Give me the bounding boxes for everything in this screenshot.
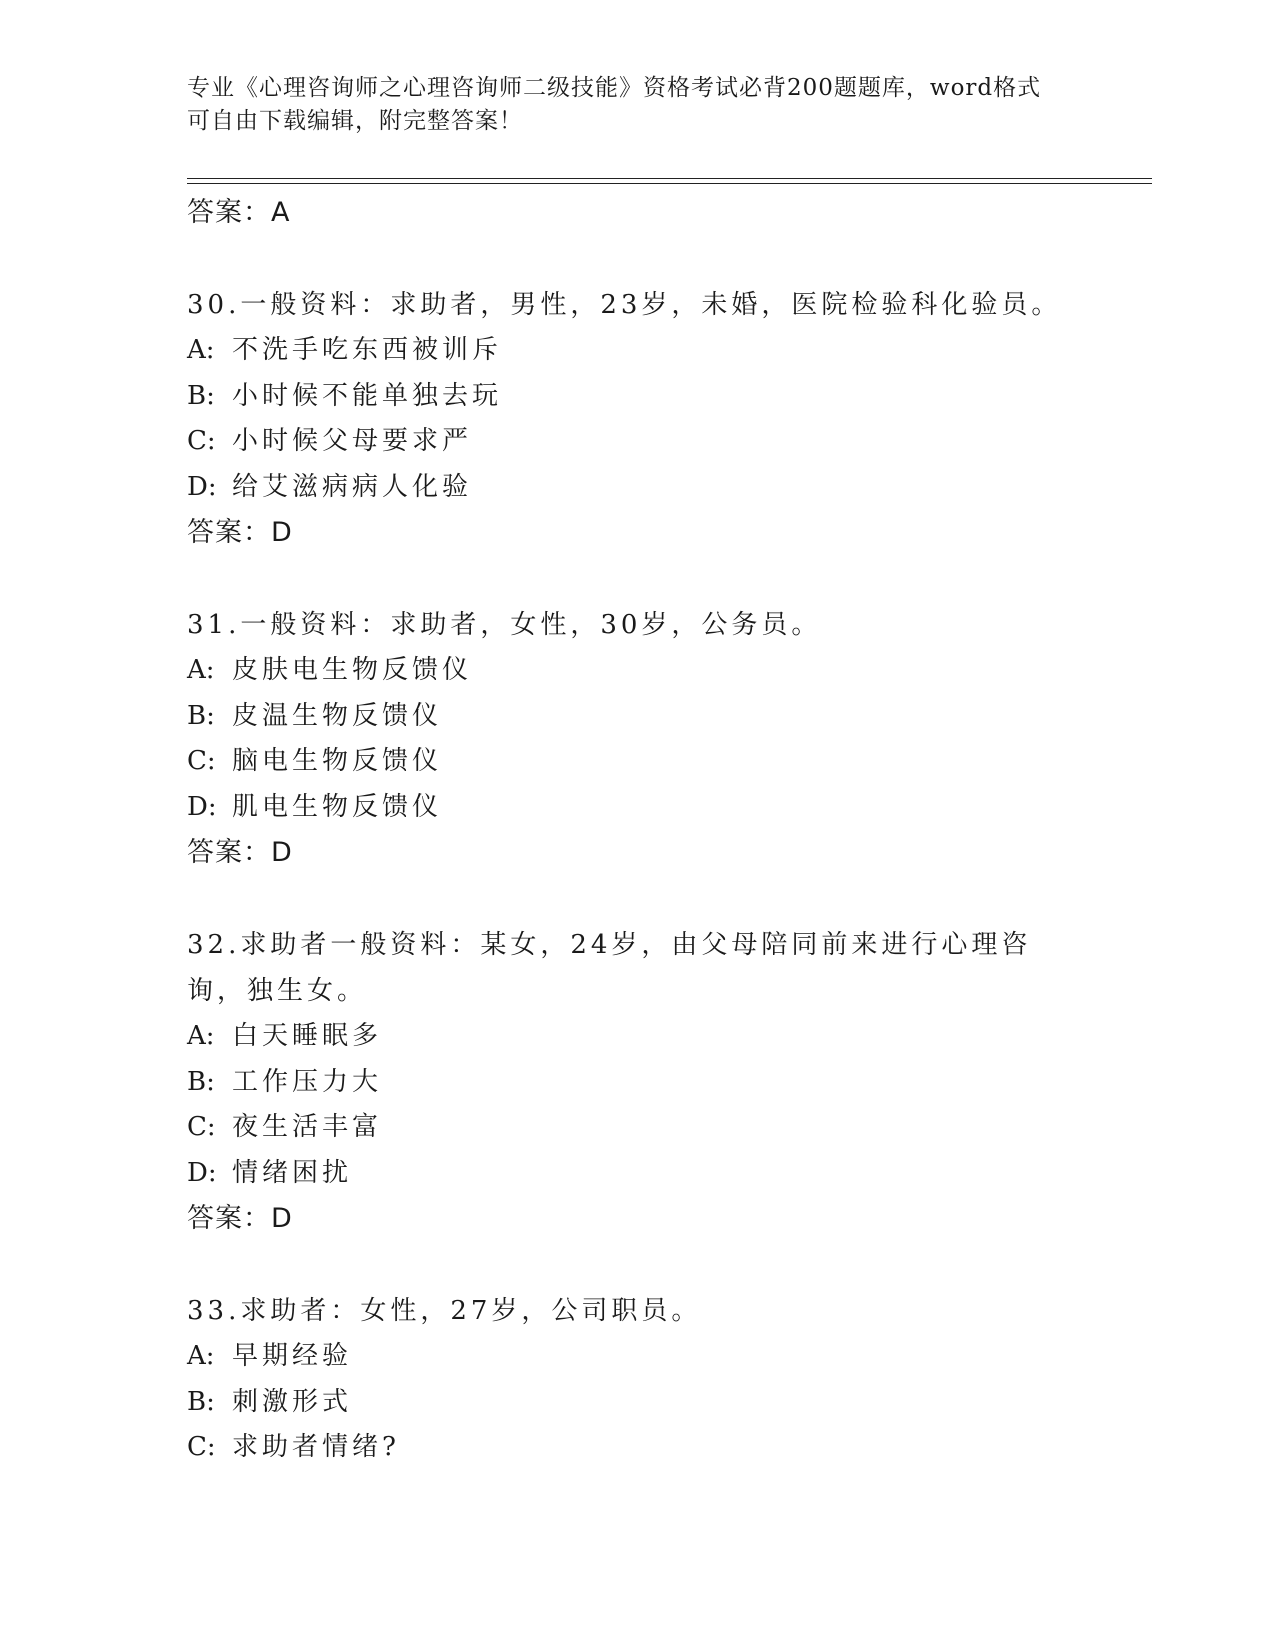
question-item — [187, 282, 1087, 556]
option-key: C: — [187, 426, 216, 456]
question-stem: 33.求助者：女性，27岁，公司职员。 — [187, 1296, 702, 1326]
option-key: A: — [187, 1021, 215, 1051]
option-key: C: — [187, 1112, 216, 1142]
option-c — [187, 419, 1087, 465]
answer-line: 答案：A — [187, 197, 291, 228]
option-d — [187, 785, 1087, 831]
document-header — [187, 72, 1087, 138]
option-text: 求助者情绪? — [232, 1432, 400, 1462]
option-text: 脑电生物反馈仪 — [232, 746, 443, 776]
option-key: D: — [187, 471, 217, 502]
option-a — [187, 328, 1087, 374]
option-text: 肌电生物反馈仪 — [232, 791, 443, 822]
option-key: D: — [187, 1157, 217, 1188]
option-key: A: — [187, 1341, 215, 1371]
option-text: 早期经验 — [232, 1341, 353, 1371]
answer-line: 答案：D — [187, 1203, 293, 1234]
option-b — [187, 1380, 1087, 1426]
option-b — [187, 374, 1087, 420]
header-line-2: 可自由下载编辑，附完整答案！ — [187, 108, 523, 134]
question-item — [187, 922, 1087, 1242]
option-text: 皮肤电生物反馈仪 — [232, 655, 473, 685]
option-key: A: — [187, 655, 215, 685]
option-key: B: — [187, 380, 215, 411]
question-item — [187, 1288, 1087, 1471]
option-a — [187, 1334, 1087, 1380]
option-key: D: — [187, 791, 217, 822]
header-line-1: 专业《心理咨询师之心理咨询师二级技能》资格考试必背200题题库，word格式 — [187, 75, 1042, 101]
option-d — [187, 465, 1087, 511]
question-stem: 30.一般资料：求助者，男性，23岁，未婚，医院检验科化验员。 — [187, 290, 1062, 320]
header-divider-top — [187, 178, 1152, 179]
option-c — [187, 1105, 1087, 1151]
option-text: 刺激形式 — [232, 1386, 353, 1417]
answer-line: 答案：D — [187, 517, 293, 548]
option-text: 不洗手吃东西被训斥 — [232, 335, 503, 365]
question-list — [187, 190, 1087, 1471]
option-text: 夜生活丰富 — [232, 1112, 383, 1142]
option-d — [187, 1151, 1087, 1197]
option-a — [187, 648, 1087, 694]
question-stem: 32.求助者一般资料：某女，24岁，由父母陪同前来进行心理咨询，独生女。 — [187, 930, 1032, 1006]
option-key: B: — [187, 1386, 215, 1417]
question-item — [187, 602, 1087, 876]
question-stem: 31.一般资料：求助者，女性，30岁，公务员。 — [187, 610, 822, 640]
option-text: 给艾滋病病人化验 — [232, 471, 473, 502]
option-text: 皮温生物反馈仪 — [232, 700, 443, 731]
option-b — [187, 1060, 1087, 1106]
option-c — [187, 739, 1087, 785]
option-key: B: — [187, 1066, 215, 1097]
option-c — [187, 1425, 1087, 1471]
answer-line: 答案：D — [187, 837, 293, 868]
option-a — [187, 1014, 1087, 1060]
option-text: 白天睡眠多 — [232, 1021, 383, 1051]
option-key: B: — [187, 700, 215, 731]
header-divider-bottom — [187, 183, 1152, 184]
option-key: A: — [187, 335, 215, 365]
option-b — [187, 694, 1087, 740]
option-text: 情绪困扰 — [232, 1157, 353, 1188]
option-text: 小时候父母要求严 — [232, 426, 473, 456]
option-text: 小时候不能单独去玩 — [232, 380, 503, 411]
option-key: C: — [187, 1432, 216, 1462]
option-text: 工作压力大 — [232, 1066, 383, 1097]
option-key: C: — [187, 746, 216, 776]
